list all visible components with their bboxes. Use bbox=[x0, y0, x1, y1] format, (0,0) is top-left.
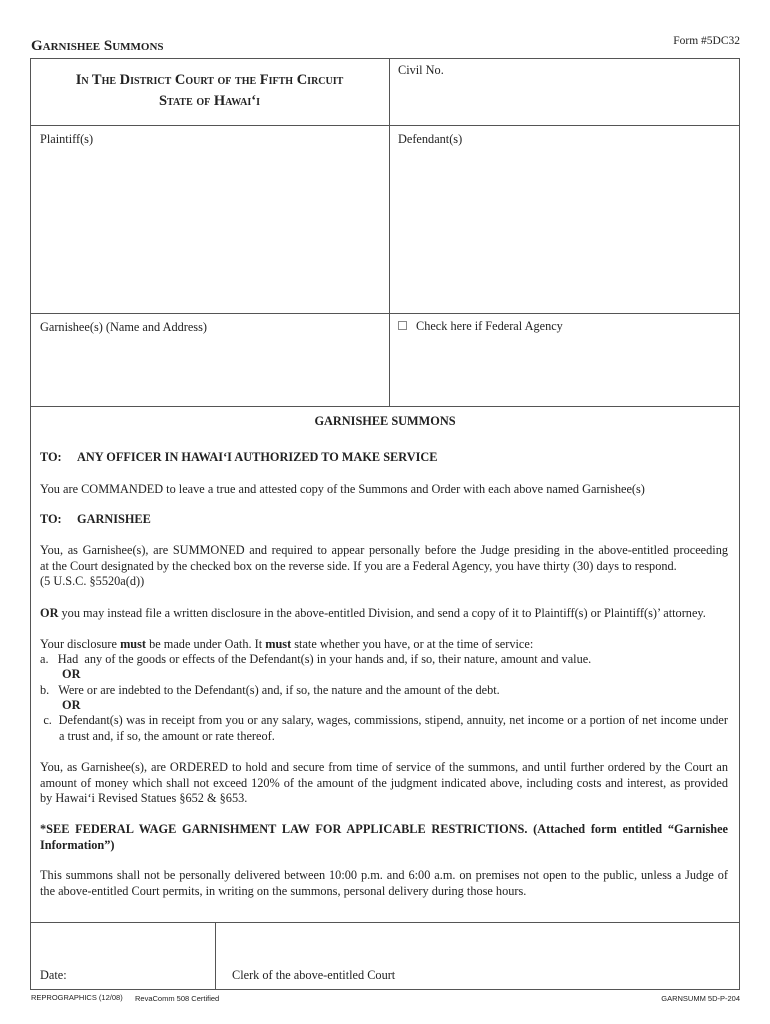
garnishee-label: Garnishee(s) (Name and Address) bbox=[40, 320, 207, 334]
to-label: TO: bbox=[40, 450, 62, 464]
or-keyword: OR bbox=[40, 606, 59, 620]
item-a: a. Had any of the goods or effects of the Defendant(s) in your hands and, if so, their nature, amount and value. bbox=[40, 652, 592, 666]
divider bbox=[30, 406, 740, 407]
federal-agency-checkbox[interactable] bbox=[398, 321, 407, 330]
to-label: TO: bbox=[40, 512, 62, 526]
court-state: State of Hawai‘i bbox=[158, 93, 261, 109]
federal-note: Information”) bbox=[40, 838, 115, 852]
clerk-label: Clerk of the above-entitled Court bbox=[232, 968, 396, 982]
ordered-text: amount of money which shall not exceed 120% of the amount of the judgment indicated above, including costs and interest, as provided bbox=[40, 776, 728, 790]
item-c: c. Defendant(s) was in receipt from you or any salary, wages, commissions, stipend, annuity, net income or a portion of net income under bbox=[40, 713, 728, 727]
ordered-text: You, as Garnishee(s), are ORDERED to hold and secure from time of service of the summons, and until further ordered by the Court an bbox=[40, 760, 728, 774]
form-number: Form #5DC32 bbox=[673, 35, 740, 47]
federal-agency-label: Check here if Federal Agency bbox=[416, 319, 563, 333]
plaintiff-field[interactable] bbox=[31, 150, 388, 312]
footer-reprographics: REPROGRAPHICS (12/08) bbox=[31, 993, 123, 1002]
to-officer: ANY OFFICER IN HAWAI‘I AUTHORIZED TO MAKE SERVICE bbox=[77, 450, 438, 464]
civil-no-field[interactable] bbox=[390, 80, 739, 124]
divider bbox=[30, 313, 740, 314]
text: Your disclosure bbox=[40, 637, 121, 651]
delivery-text: the above-entitled Court permits, in writing on the summons, personal delivery during those hours. bbox=[40, 884, 527, 898]
disclosure-text bbox=[40, 637, 533, 652]
plaintiff-label: Plaintiff(s) bbox=[40, 132, 94, 146]
item-b: b. Were or are indebted to the Defendant(s) and, if so, the nature and the amount of the debt. bbox=[40, 683, 500, 697]
federal-note: *SEE FEDERAL WAGE GARNISHMENT LAW FOR APPLICABLE RESTRICTIONS. (Attached form entitled “Garnishee bbox=[40, 822, 728, 836]
date-label: Date: bbox=[40, 968, 67, 982]
text: be made under Oath. It bbox=[146, 637, 266, 651]
or-text: you may instead file a written disclosure in the above-entitled Division, and send a copy of it to Plaintiff(s) or Plaintiff(s)’ attorney. bbox=[58, 606, 706, 620]
defendant-field[interactable] bbox=[390, 150, 739, 312]
form-title: Garnishee Summons bbox=[31, 38, 164, 54]
summoned-text: (5 U.S.C. §5520a(d)) bbox=[40, 574, 145, 588]
divider bbox=[30, 125, 740, 126]
emphasis: must bbox=[265, 637, 292, 651]
or-keyword: OR bbox=[62, 667, 81, 681]
delivery-text: This summons shall not be personally delivered between 10:00 p.m. and 6:00 a.m. on premises not open to the public, unless a Judge of bbox=[40, 868, 728, 882]
footer-certified: RevaComm 508 Certified bbox=[135, 994, 220, 1003]
footer-form-code: GARNSUMM 5D-P-204 bbox=[661, 994, 740, 1003]
divider bbox=[30, 922, 740, 923]
ordered-text: by Hawai‘i Revised Statues §652 & §653. bbox=[40, 791, 248, 805]
emphasis: must bbox=[120, 637, 147, 651]
item-c: a trust and, if so, the amount or rate thereof. bbox=[59, 729, 275, 743]
section-heading: GARNISHEE SUMMONS bbox=[314, 414, 456, 428]
to-garnishee: GARNISHEE bbox=[77, 512, 151, 526]
commanded-text: You are COMMANDED to leave a true and attested copy of the Summons and Order with each above named Garnishee(s) bbox=[40, 482, 645, 496]
text: state whether you have, or at the time of service: bbox=[291, 637, 534, 651]
defendant-label: Defendant(s) bbox=[398, 132, 463, 146]
summoned-text: at the Court designated by the checked box on the reverse side. If you are a Federal Agency, you have thirty (30) days to respond. bbox=[40, 559, 677, 573]
divider bbox=[215, 922, 216, 990]
or-alternative bbox=[40, 606, 706, 621]
garnishee-field[interactable] bbox=[31, 338, 388, 405]
summoned-text: You, as Garnishee(s), are SUMMONED and required to appear personally before the Judge presiding in the above-entitled proceeding bbox=[40, 543, 728, 557]
court-name: In The District Court of the Fifth Circuit bbox=[75, 72, 344, 88]
or-keyword: OR bbox=[62, 698, 81, 712]
civil-no-label: Civil No. bbox=[398, 63, 444, 77]
